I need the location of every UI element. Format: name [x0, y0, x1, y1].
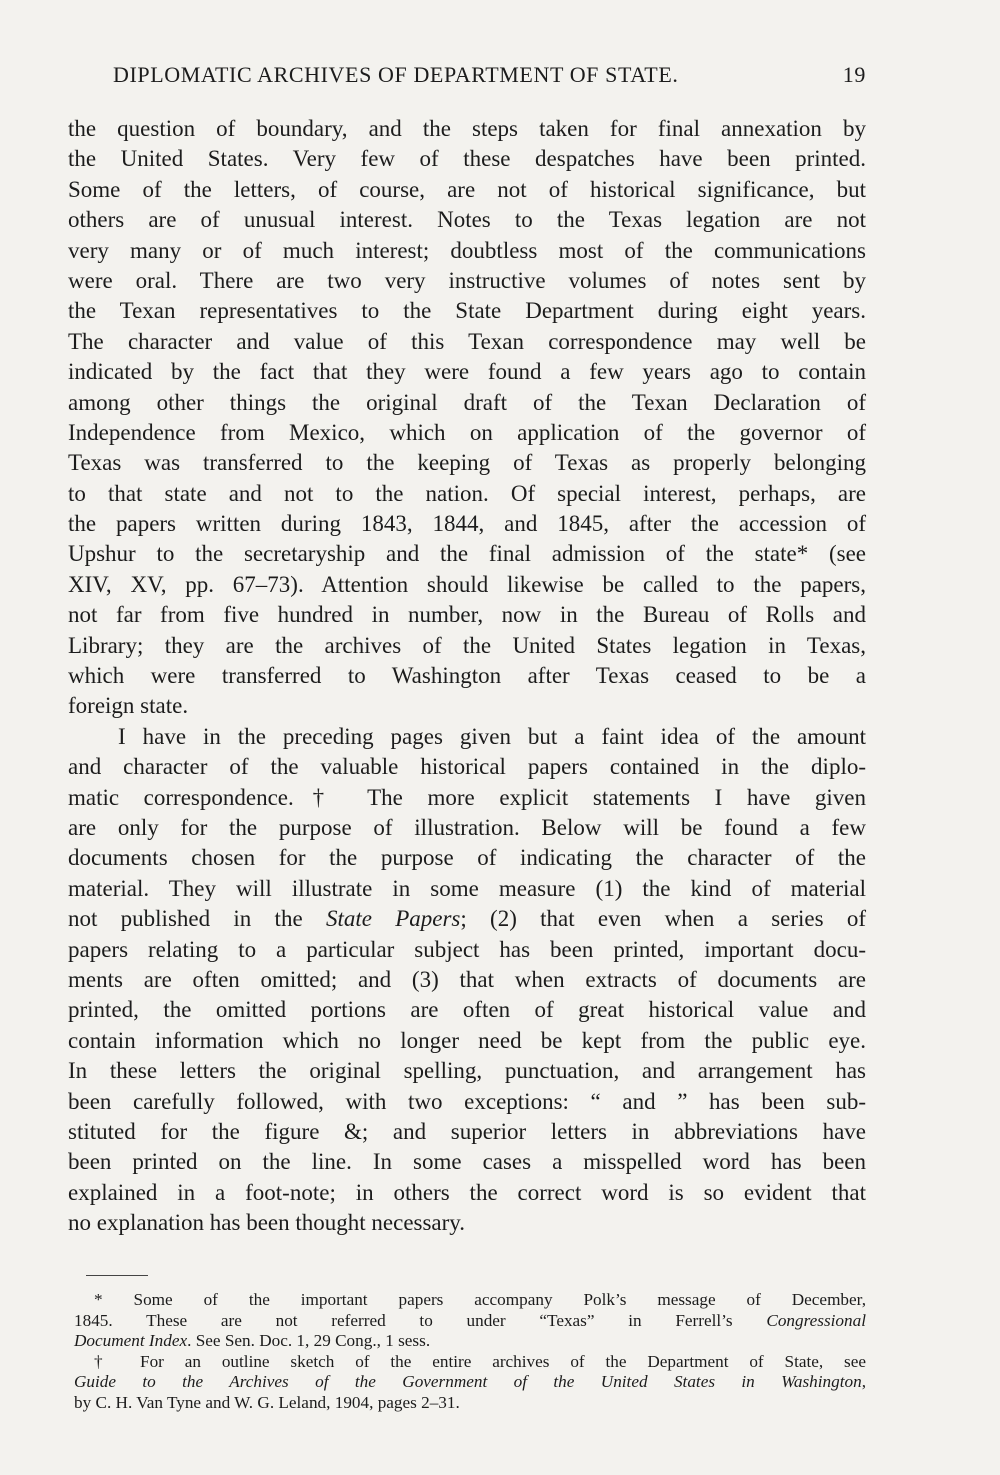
text-line: Texas was transferred to the keeping of Texas as properly belonging	[68, 450, 866, 476]
italic-title: Guide to the Archives of the Government of the United States in Washington	[74, 1372, 862, 1391]
running-header	[113, 62, 866, 88]
footnote-line: 1845. These are not referred to under “Texas” in Ferrell’s Congressional	[74, 1310, 866, 1330]
text-line: XIV, XV, pp. 67–73). Attention should likewise be called to the papers,	[68, 571, 866, 597]
footnotes	[74, 1290, 866, 1413]
page-number: 19	[842, 62, 866, 87]
text-line: the question of boundary, and the steps taken for final annexation by	[68, 116, 866, 141]
text-line: Upshur to the secretaryship and the final admission of the state* (see	[68, 541, 866, 567]
text-line: printed, the omitted portions are often of great historical value and	[68, 997, 866, 1023]
footnote-line: † For an outline sketch of the entire archives of the Department of State, see	[94, 1351, 866, 1371]
text-line: no explanation has been thought necessary.	[68, 1210, 466, 1236]
text-line: very many or of much interest; doubtless most of the communications	[68, 237, 866, 263]
text-line: foreign state.	[68, 693, 189, 719]
text-line: The character and value of this Texan correspondence may well be	[68, 328, 866, 354]
italic-title: State Papers	[325, 906, 461, 932]
text-line: indicated by the fact that they were found a few years ago to contain	[68, 359, 866, 385]
text-line: among other things the original draft of the Texan Declaration of	[68, 389, 866, 415]
text-line: others are of unusual interest. Notes to the Texas legation are not	[68, 207, 866, 233]
text-line: are only for the purpose of illustration. Below will be found a few	[68, 814, 866, 840]
text-line: and character of the valuable historical papers contained in the diplo-	[68, 754, 866, 780]
footnote-rule	[86, 1275, 148, 1276]
italic-title: Congressional	[766, 1310, 866, 1330]
text-line: papers relating to a particular subject has been printed, important docu-	[68, 936, 866, 962]
text-line: stituted for the figure &; and superior letters in abbreviations have	[68, 1118, 866, 1144]
text-line: matic correspondence.† The more explicit statements I have given	[68, 784, 866, 810]
italic-title: Document Index	[74, 1331, 188, 1350]
text-line: In these letters the original spelling, punctuation, and arrangement has	[68, 1058, 866, 1084]
text-line: been printed on the line. In some cases a misspelled word has been	[68, 1149, 866, 1175]
text-line: which were transferred to Washington after Texas ceased to be a	[68, 663, 866, 689]
text-line: the papers written during 1843, 1844, and 1845, after the accession of	[68, 511, 866, 537]
text-line: ments are often omitted; and (3) that when extracts of documents are	[68, 966, 866, 992]
text-line: material. They will illustrate in some measure (1) the kind of material	[68, 875, 866, 901]
text-line: documents chosen for the purpose of indicating the character of the	[68, 845, 866, 871]
text-line: Library; they are the archives of the United States legation in Texas,	[68, 632, 866, 658]
text-line: were oral. There are two very instructive volumes of notes sent by	[68, 267, 866, 293]
footnote-line: * Some of the important papers accompany Polk’s message of December,	[94, 1290, 866, 1309]
footnote-line: Document Index. See Sen. Doc. 1, 29 Cong., 1 sess.	[74, 1331, 431, 1350]
text-line: contain information which no longer need be kept from the public eye.	[68, 1027, 866, 1053]
text-line: the United States. Very few of these despatches have been printed.	[68, 146, 866, 172]
text-line: not published in the State Papers; (2) that even when a series of	[68, 906, 866, 932]
text-line: I have in the preceding pages given but a faint idea of the amount	[118, 723, 866, 749]
text-line: been carefully followed, with two exceptions: “ and ” has been sub-	[68, 1088, 866, 1114]
text-line: Some of the letters, of course, are not of historical significance, but	[68, 176, 866, 202]
running-title: DIPLOMATIC ARCHIVES OF DEPARTMENT OF STATE.	[113, 62, 679, 87]
text-line: not far from five hundred in number, now in the Bureau of Rolls and	[68, 602, 866, 628]
text-line: explained in a foot-note; in others the correct word is so evident that	[68, 1179, 866, 1205]
text-line: to that state and not to the nation. Of special interest, perhaps, are	[68, 480, 866, 506]
text-line: Independence from Mexico, which on application of the governor of	[68, 419, 866, 445]
text-line: the Texan representatives to the State Department during eight years.	[68, 298, 866, 324]
footnote-line: Guide to the Archives of the Government of the United States in Washington,	[74, 1372, 866, 1391]
footnote-line: by C. H. Van Tyne and W. G. Leland, 1904, pages 2–31.	[74, 1392, 460, 1412]
body-text	[68, 114, 866, 1238]
